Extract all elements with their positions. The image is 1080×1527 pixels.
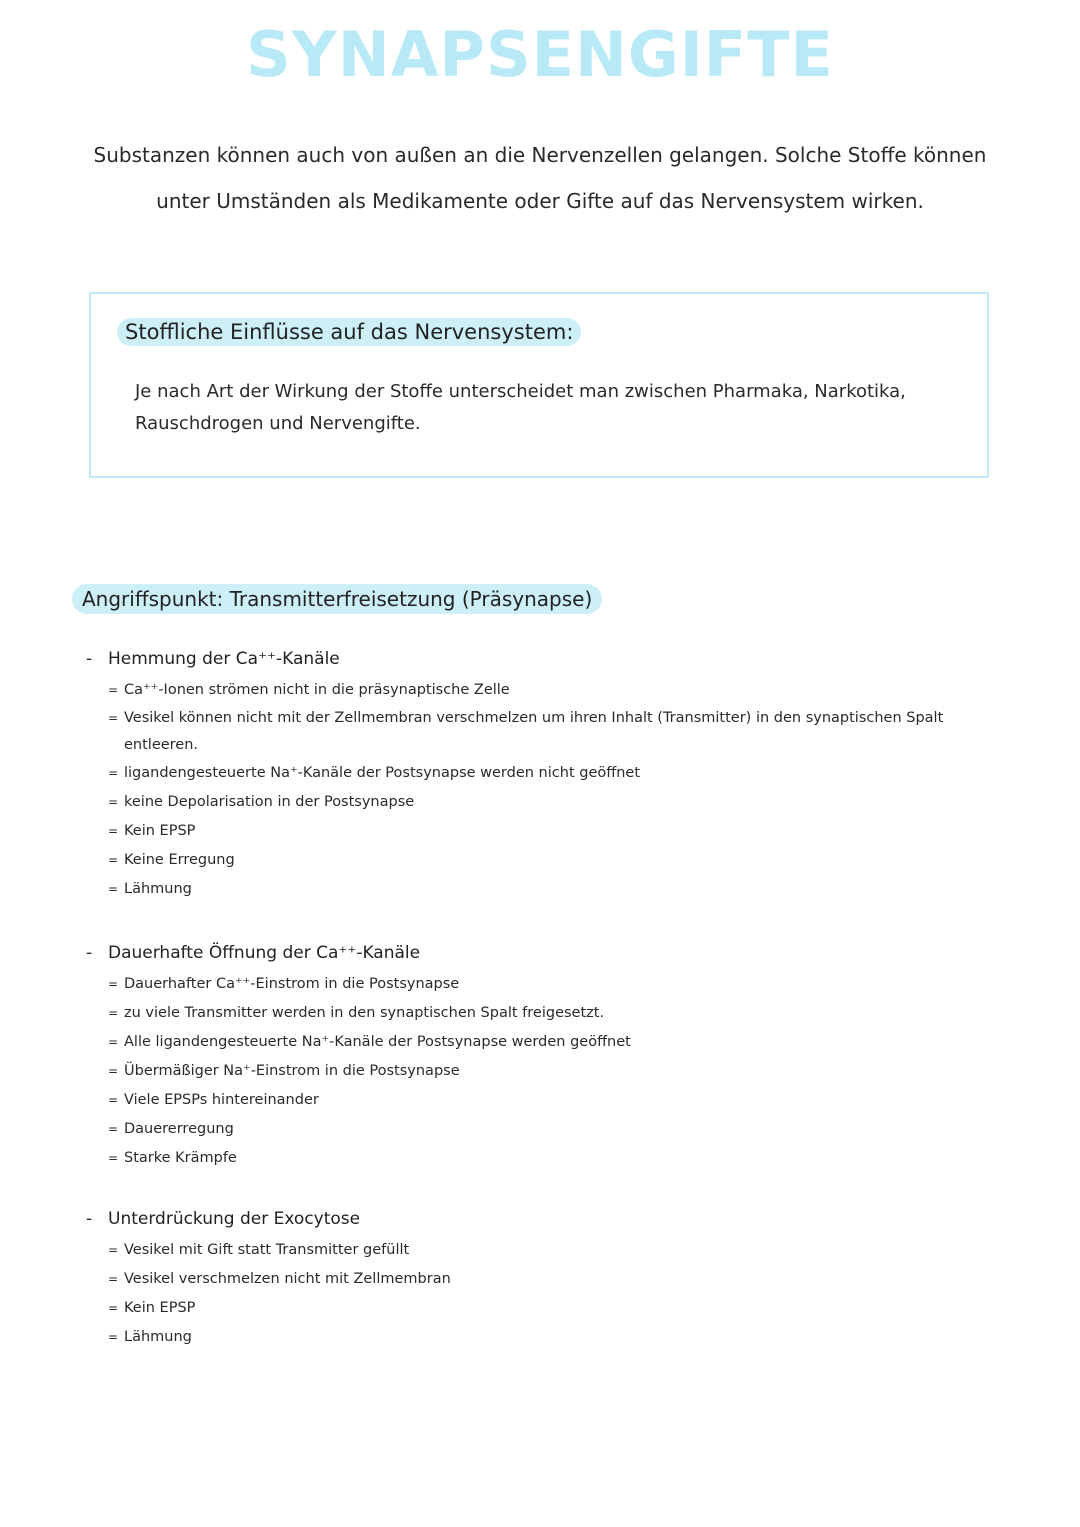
equals-mark: = bbox=[108, 766, 119, 780]
list-item: = Übermäßiger Na⁺-Einstrom in die Postsynapse bbox=[108, 1057, 1006, 1086]
equals-mark: = bbox=[108, 683, 119, 697]
list-item: = Vesikel können nicht mit der Zellmembran verschmelzen um ihren Inhalt (Transmitter) in den synaptischen Spalt entleeren. bbox=[108, 705, 1006, 759]
effect-group-3 bbox=[86, 1206, 1006, 1352]
list-item: = Ca⁺⁺-Ionen strömen nicht in die präsynaptische Zelle bbox=[108, 676, 1006, 705]
equals-mark: = bbox=[108, 1093, 119, 1107]
equals-mark: = bbox=[108, 1064, 119, 1078]
info-box-text: Je nach Art der Wirkung der Stoffe unterscheidet man zwischen Pharmaka, Narkotika, Rauschdrogen und Nervengifte. bbox=[135, 381, 906, 434]
list-item: = Dauererregung bbox=[108, 1115, 1006, 1144]
equals-mark: = bbox=[108, 795, 119, 809]
dash-bullet: - bbox=[86, 1209, 93, 1229]
equals-mark: = bbox=[108, 1122, 119, 1136]
equals-mark: = bbox=[108, 1243, 119, 1257]
list-item: = Keine Erregung bbox=[108, 846, 1006, 875]
equals-mark: = bbox=[108, 824, 119, 838]
info-box bbox=[89, 292, 989, 478]
list-item: = Starke Krämpfe bbox=[108, 1144, 1006, 1173]
consequence-list bbox=[108, 1236, 1006, 1352]
dash-bullet: - bbox=[86, 943, 93, 963]
page-title: SYNAPSENGIFTE bbox=[246, 18, 834, 91]
equals-mark: = bbox=[108, 1151, 119, 1165]
list-item: = zu viele Transmitter werden in den synaptischen Spalt freigesetzt. bbox=[108, 999, 1006, 1028]
group-title-text: Hemmung der Ca⁺⁺-Kanäle bbox=[108, 649, 340, 669]
list-item: = keine Depolarisation in der Postsynapse bbox=[108, 788, 1006, 817]
intro-paragraph: Substanzen können auch von außen an die Nervenzellen gelangen. Solche Stoffe können unter Umständen als Medikamente oder Gifte auf das Nervensystem wirken. bbox=[93, 143, 987, 213]
equals-mark: = bbox=[108, 711, 119, 725]
info-box-heading: Stoffliche Einflüsse auf das Nervensystem: bbox=[117, 318, 581, 346]
dash-bullet: - bbox=[86, 649, 93, 669]
effect-group-title bbox=[86, 646, 1006, 672]
list-item: = Vesikel verschmelzen nicht mit Zellmembran bbox=[108, 1265, 1006, 1294]
list-item: = Kein EPSP bbox=[108, 817, 1006, 846]
section-heading: Angriffspunkt: Transmitterfreisetzung (Präsynapse) bbox=[72, 584, 602, 614]
equals-mark: = bbox=[108, 882, 119, 896]
equals-mark: = bbox=[108, 1330, 119, 1344]
list-item: = Alle ligandengesteuerte Na⁺-Kanäle der Postsynapse werden geöffnet bbox=[108, 1028, 1006, 1057]
list-item: = Vesikel mit Gift statt Transmitter gefüllt bbox=[108, 1236, 1006, 1265]
list-item: = ligandengesteuerte Na⁺-Kanäle der Postsynapse werden nicht geöffnet bbox=[108, 759, 1006, 788]
consequence-list bbox=[108, 676, 1006, 904]
equals-mark: = bbox=[108, 1301, 119, 1315]
equals-mark: = bbox=[108, 853, 119, 867]
equals-mark: = bbox=[108, 1272, 119, 1286]
equals-mark: = bbox=[108, 1035, 119, 1049]
list-item: = Viele EPSPs hintereinander bbox=[108, 1086, 1006, 1115]
equals-mark: = bbox=[108, 1006, 119, 1020]
list-item: = Kein EPSP bbox=[108, 1294, 1006, 1323]
effect-group-title bbox=[86, 940, 1006, 966]
effect-group-2 bbox=[86, 940, 1006, 1173]
group-title-text: Dauerhafte Öffnung der Ca⁺⁺-Kanäle bbox=[108, 943, 421, 963]
list-item: = Dauerhafter Ca⁺⁺-Einstrom in die Postsynapse bbox=[108, 970, 1006, 999]
equals-mark: = bbox=[108, 977, 119, 991]
list-item: = Lähmung bbox=[108, 1323, 1006, 1352]
effect-group-title bbox=[86, 1206, 1006, 1232]
list-item: = Lähmung bbox=[108, 875, 1006, 904]
consequence-list bbox=[108, 970, 1006, 1173]
effect-group-1 bbox=[86, 646, 1006, 904]
group-title-text: Unterdrückung der Exocytose bbox=[108, 1209, 361, 1229]
